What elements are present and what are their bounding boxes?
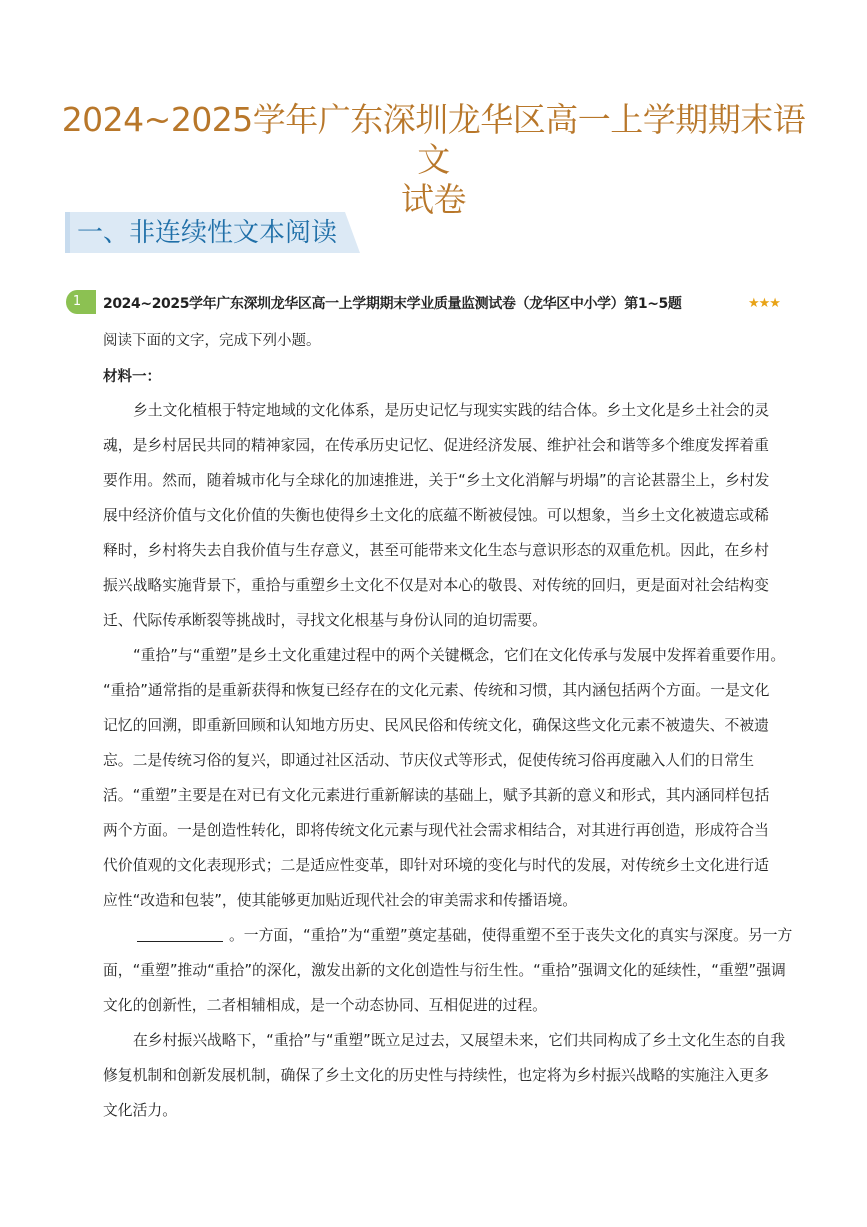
passage-line: 应性“改造和包装”，使其能够更加贴近现代社会的审美需求和传播语境。 [103, 892, 578, 909]
question-source: 2024~2025学年广东深圳龙华区高一上学期期末学业质量监测试卷（龙华区中小学）第1~5题 [103, 296, 682, 312]
passage-line: “重拾”通常指的是重新获得和恢复已经存在的文化元素、传统和习惯，其内涵包括两个方面。一是文化 [103, 682, 770, 699]
passage-line: 要作用。然而，随着城市化与全球化的加速推进，关于“乡土文化消解与坍塌”的言论甚嚣尘上，乡村发 [103, 472, 770, 489]
passage-line: 释时，乡村将失去自我价值与生存意义，甚至可能带来文化生态与意识形态的双重危机。因此，在乡村 [103, 542, 769, 559]
passage-line: 记忆的回溯，即重新回顾和认知地方历史、民风民俗和传统文化，确保这些文化元素不被遗失、不被遗 [103, 717, 769, 734]
passage-line: 代价值观的文化表现形式；二是适应性变革，即针对环境的变化与时代的发展，对传统乡土文化进行适 [103, 857, 769, 874]
passage-line: 文化活力。 [103, 1102, 177, 1119]
document-title [60, 100, 807, 220]
question-instruction: 阅读下面的文字，完成下列小题。 [103, 333, 321, 349]
passage-line: 文化的创新性，二者相辅相成，是一个动态协同、互相促进的过程。 [103, 997, 547, 1014]
passage-line: “重拾”与“重塑”是乡土文化重建过程中的两个关键概念，它们在文化传承与发展中发挥着重要作用。 [133, 647, 786, 664]
question-number-badge [66, 290, 96, 314]
document-title-line-2: 试卷 [401, 180, 466, 219]
section-banner [65, 212, 360, 253]
passage-line: 魂，是乡村居民共同的精神家园，在传承历史记忆、促进经济发展、维护社会和谐等多个维度发挥着重 [103, 437, 769, 454]
passage-line-text: 。一方面，“重拾”为“重塑”奠定基础，使得重塑不至于丧失文化的真实与深度。另一方 [229, 927, 793, 944]
passage-line: 活。“重塑”主要是在对已有文化元素进行重新解读的基础上，赋予其新的意义和形式，其内涵同样包括 [103, 787, 770, 804]
passage-line: 面，“重塑”推动“重拾”的深化，激发出新的文化创造性与衍生性。“重拾”强调文化的延续性，“重塑”强调 [103, 962, 786, 979]
passage-line: 乡土文化植根于特定地域的文化体系，是历史记忆与现实实践的结合体。乡土文化是乡土社会的灵 [133, 402, 770, 419]
document-title-line-1: 2024~2025学年广东深圳龙华区高一上学期期末语文 [61, 100, 806, 179]
answer-blank[interactable] [137, 919, 223, 942]
passage-line: 两个方面。一是创造性转化，即将传统文化元素与现代社会需求相结合，对其进行再创造，形成符合当 [103, 822, 769, 839]
section-title: 一、非连续性文本阅读 [77, 218, 338, 248]
passage-line: 修复机制和创新发展机制，确保了乡土文化的历史性与持续性，也定将为乡村振兴战略的实施注入更多 [103, 1067, 769, 1084]
question-number: 1 [72, 294, 82, 309]
passage-line: 在乡村振兴战略下，“重拾”与“重塑”既立足过去，又展望未来，它们共同构成了乡土文化生态的自我 [133, 1032, 786, 1049]
difficulty-stars: ★★★ [748, 296, 780, 311]
material-label: 材料一： [103, 369, 161, 385]
passage-line-with-blank [137, 918, 807, 953]
passage-line: 忘。二是传统习俗的复兴，即通过社区活动、节庆仪式等形式，促使传统习俗再度融入人们的日常生 [103, 752, 755, 769]
passage-line: 振兴战略实施背景下，重拾与重塑乡土文化不仅是对本心的敬畏、对传统的回归，更是面对社会结构变 [103, 577, 769, 594]
passage-line: 展中经济价值与文化价值的失衡也使得乡土文化的底蕴不断被侵蚀。可以想象，当乡土文化被遗忘或稀 [103, 507, 769, 524]
passage-line: 迁、代际传承断裂等挑战时，寻找文化根基与身份认同的迫切需要。 [103, 612, 547, 629]
